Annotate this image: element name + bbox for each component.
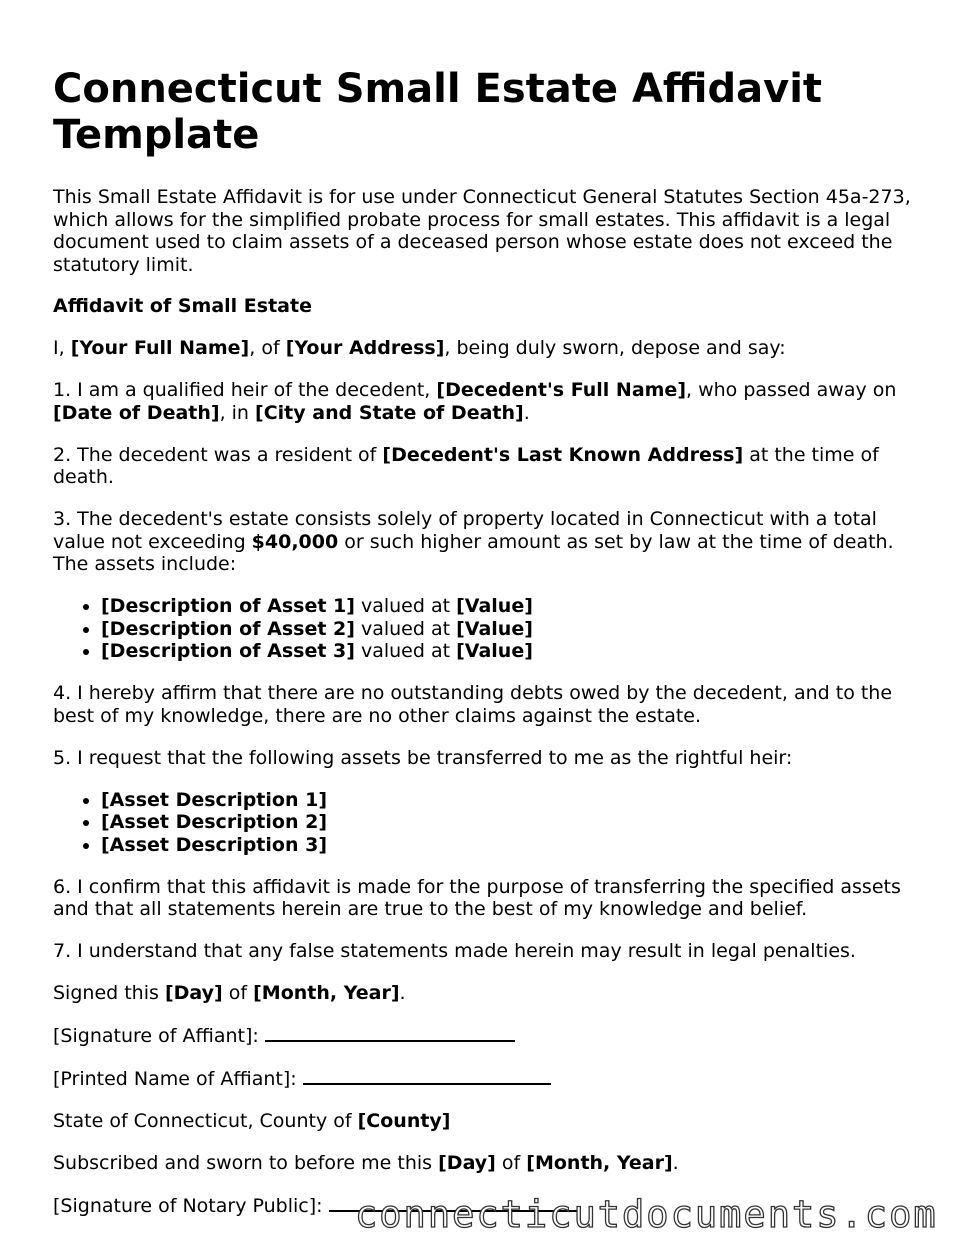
- declaration-paragraph: I, [Your Full Name], of [Your Address], being duly sworn, depose and say:: [53, 337, 786, 359]
- list-item: • [Asset Description 2]: [101, 811, 923, 834]
- decedent-address-placeholder: [Decedent's Last Known Address]: [382, 443, 744, 466]
- death-place-placeholder: [City and State of Death]: [255, 401, 524, 424]
- sworn-line: Subscribed and sworn to before me this [Day] of [Month, Year].: [53, 1152, 679, 1174]
- estate-limit-amount: $40,000: [251, 530, 339, 553]
- document-title: Connecticut Small Estate Affidavit Template: [53, 66, 823, 158]
- signed-line: Signed this [Day] of [Month, Year].: [53, 982, 406, 1004]
- item-5: 5. I request that the following assets be transferred to me as the rightful heir:: [53, 746, 793, 769]
- sworn-month-placeholder: [Month, Year]: [526, 1152, 673, 1174]
- intro-paragraph: This Small Estate Affidavit is for use under Connecticut General Statutes Section 45a-273, which allows for the simplified probate process for small estates. This affidavit is a legal document used to claim assets of a deceased person whose estate does not exceed the statutory limit.: [53, 186, 911, 276]
- item-7: 7. I understand that any false statements made herein may result in legal penalties.: [53, 940, 856, 962]
- watermark: connecticutdocuments.com: [355, 1193, 938, 1236]
- county-placeholder: [County]: [357, 1110, 451, 1132]
- affiant-signature-field[interactable]: [265, 1024, 515, 1042]
- list-item: • [Description of Asset 2] valued at [Value]: [101, 618, 923, 641]
- item-2: 2. The decedent was a resident of [Decedent's Last Known Address] at the time of death.: [53, 443, 879, 488]
- item-4: 4. I hereby affirm that there are no outstanding debts owed by the decedent, and to the best of my knowledge, there are no other claims against the estate.: [53, 682, 893, 727]
- sworn-day-placeholder: [Day]: [438, 1152, 496, 1174]
- item-1: 1. I am a qualified heir of the decedent, [Decedent's Full Name], who passed away on [Date of Death], in [City and State of Death].: [53, 379, 897, 424]
- notary-signature-line: [Signature of Notary Public]:: [53, 1194, 923, 1218]
- decedent-name-placeholder: [Decedent's Full Name]: [436, 379, 687, 401]
- signed-day-placeholder: [Day]: [164, 982, 223, 1004]
- item-6: 6. I confirm that this affidavit is made for the purpose of transferring the specified assets and that all statements herein are true to the best of my knowledge and belief.: [53, 875, 901, 920]
- list-item: • [Asset Description 3]: [101, 834, 923, 857]
- printed-name-field[interactable]: [303, 1067, 551, 1085]
- affidavit-heading: Affidavit of Small Estate: [53, 295, 312, 317]
- list-item: • [Asset Description 1]: [101, 789, 923, 812]
- item-3: 3. The decedent's estate consists solely of property located in Connecticut with a total value not exceeding $40,000 or such higher amount as set by law at the time of death. The assets include:: [53, 508, 894, 575]
- list-item: • [Description of Asset 1] valued at [Value]: [101, 595, 923, 618]
- affiant-signature-line: [Signature of Affiant]:: [53, 1024, 923, 1048]
- document-page: [53, 66, 923, 1218]
- printed-name-line: [Printed Name of Affiant]:: [53, 1067, 923, 1091]
- asset-list: [53, 595, 923, 663]
- death-date-placeholder: [Date of Death]: [53, 401, 220, 424]
- signed-month-placeholder: [Month, Year]: [253, 982, 400, 1004]
- transfer-list: [53, 789, 923, 857]
- affiant-address-placeholder: [Your Address]: [285, 337, 445, 359]
- list-item: • [Description of Asset 3] valued at [Value]: [101, 640, 923, 663]
- affiant-name-placeholder: [Your Full Name]: [70, 337, 250, 359]
- state-county-line: State of Connecticut, County of [County]: [53, 1110, 451, 1132]
